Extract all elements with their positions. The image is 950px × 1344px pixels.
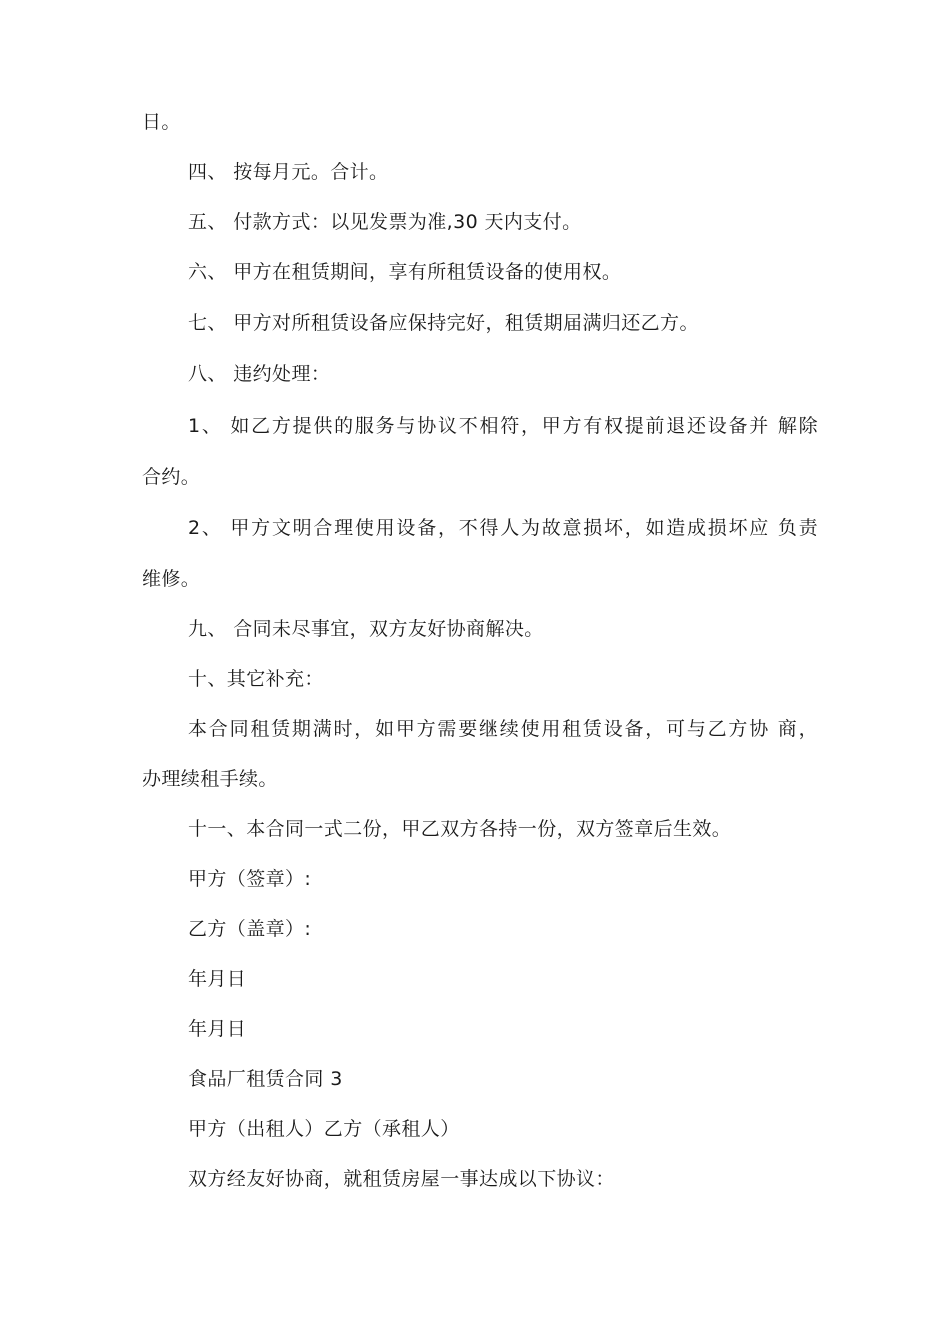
parties-line: 甲方（出租人）乙方（承租人） — [188, 1118, 460, 1140]
clause-10-body: 本合同租赁期满时，如甲方需要继续使用租赁设备，可与乙方协 商， — [188, 718, 818, 740]
agreement-intro: 双方经友好协商，就租赁房屋一事达成以下协议： — [188, 1168, 615, 1190]
clause-7: 七、 甲方对所租赁设备应保持完好，租赁期届满归还乙方。 — [188, 312, 699, 334]
clause-4: 四、 按每月元。合计。 — [188, 161, 389, 183]
clause-8-item-2: 2、 甲方文明合理使用设备，不得人为故意损坏，如造成损坏应 负责 — [188, 517, 818, 539]
text-line: 日。 — [142, 111, 181, 133]
date-line: 年月日 — [188, 968, 247, 990]
clause-8-item-1: 1、 如乙方提供的服务与协议不相符，甲方有权提前退还设备并 解除 — [188, 415, 818, 437]
clause-8-item-2-cont: 维修。 — [142, 568, 201, 590]
clause-8-item-1-cont: 合约。 — [142, 466, 201, 488]
clause-9: 九、 合同未尽事宜，双方友好协商解决。 — [188, 618, 544, 640]
clause-11: 十一、本合同一式二份，甲乙双方各持一份，双方签章后生效。 — [188, 818, 732, 840]
clause-10-body-cont: 办理续租手续。 — [142, 768, 278, 790]
clause-10-heading: 十、其它补充： — [188, 668, 324, 690]
clause-8-heading: 八、 违约处理： — [188, 363, 331, 385]
clause-5: 五、 付款方式：以见发票为准,30 天内支付。 — [188, 211, 582, 233]
contract-title: 食品厂租赁合同 3 — [188, 1068, 343, 1090]
clause-6: 六、 甲方在租赁期间，享有所租赁设备的使用权。 — [188, 261, 622, 283]
party-b-seal: 乙方（盖章）: — [188, 918, 312, 940]
party-a-signature: 甲方（签章）: — [188, 868, 312, 890]
date-line: 年月日 — [188, 1018, 247, 1040]
